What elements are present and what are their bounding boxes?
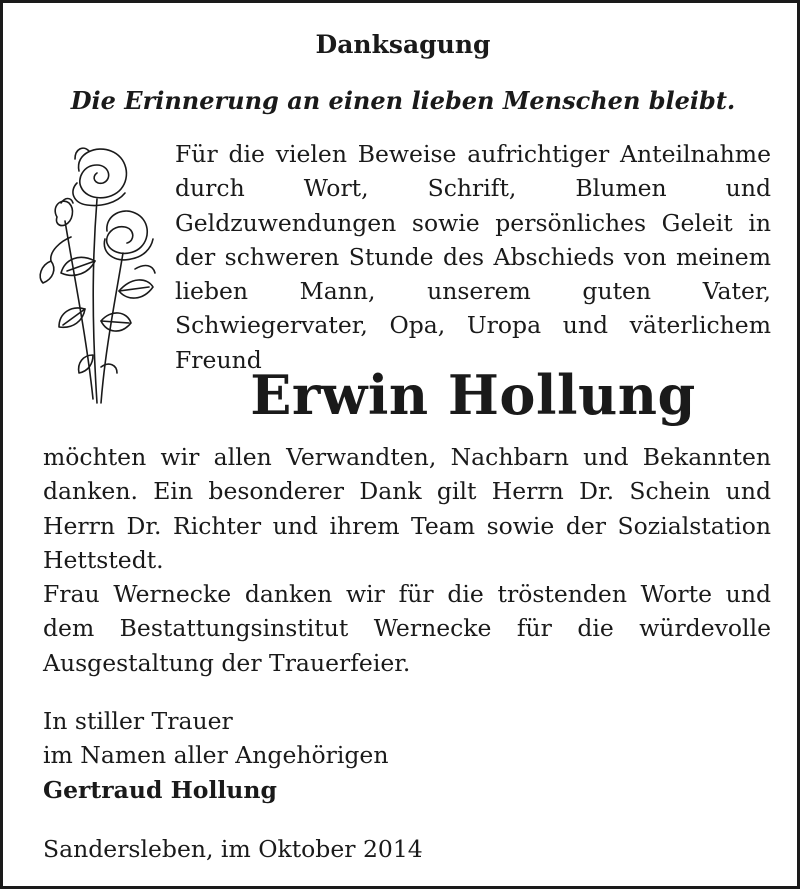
intro-text: Für die vielen Beweise aufrichtiger Anteilnahme durch Wort, Schrift, Blumen und Geldzuwendungen sowie persönliches Geleit in der schweren Stunde des Abschieds von meinem lieben Mann, unserem guten Vater, Schwiegervater, Opa, Uropa und väterlichem Freund: [175, 140, 771, 374]
deceased-name: Erwin Hollung: [250, 363, 696, 427]
signer-name: Gertraud Hollung: [43, 775, 277, 804]
place-date: Sandersleben, im Oktober 2014: [43, 835, 423, 863]
thanks-paragraph: Frau Wernecke danken wir für die tröstenden Worte und dem Bestattungsinstitut Wernecke für die würdevolle Ausgestaltung der Trauerfeier.: [43, 580, 771, 677]
signoff-line: im Namen aller Angehörigen: [43, 741, 389, 770]
notice-heading: Danksagung: [315, 30, 491, 59]
rose-illustration-icon: [31, 141, 161, 411]
notice-motto: Die Erinnerung an einen lieben Menschen bleibt.: [70, 86, 736, 115]
thanks-text: [43, 440, 771, 680]
thanks-paragraph: möchten wir allen Verwandten, Nachbarn und Bekannten danken. Ein besonderer Dank gilt Herrn Dr. Schein und Herrn Dr. Richter und ihrem Team sowie der Sozialstation Hettstedt.: [43, 443, 771, 574]
signoff-block: [43, 704, 743, 807]
signoff-line: In stiller Trauer: [43, 707, 233, 735]
